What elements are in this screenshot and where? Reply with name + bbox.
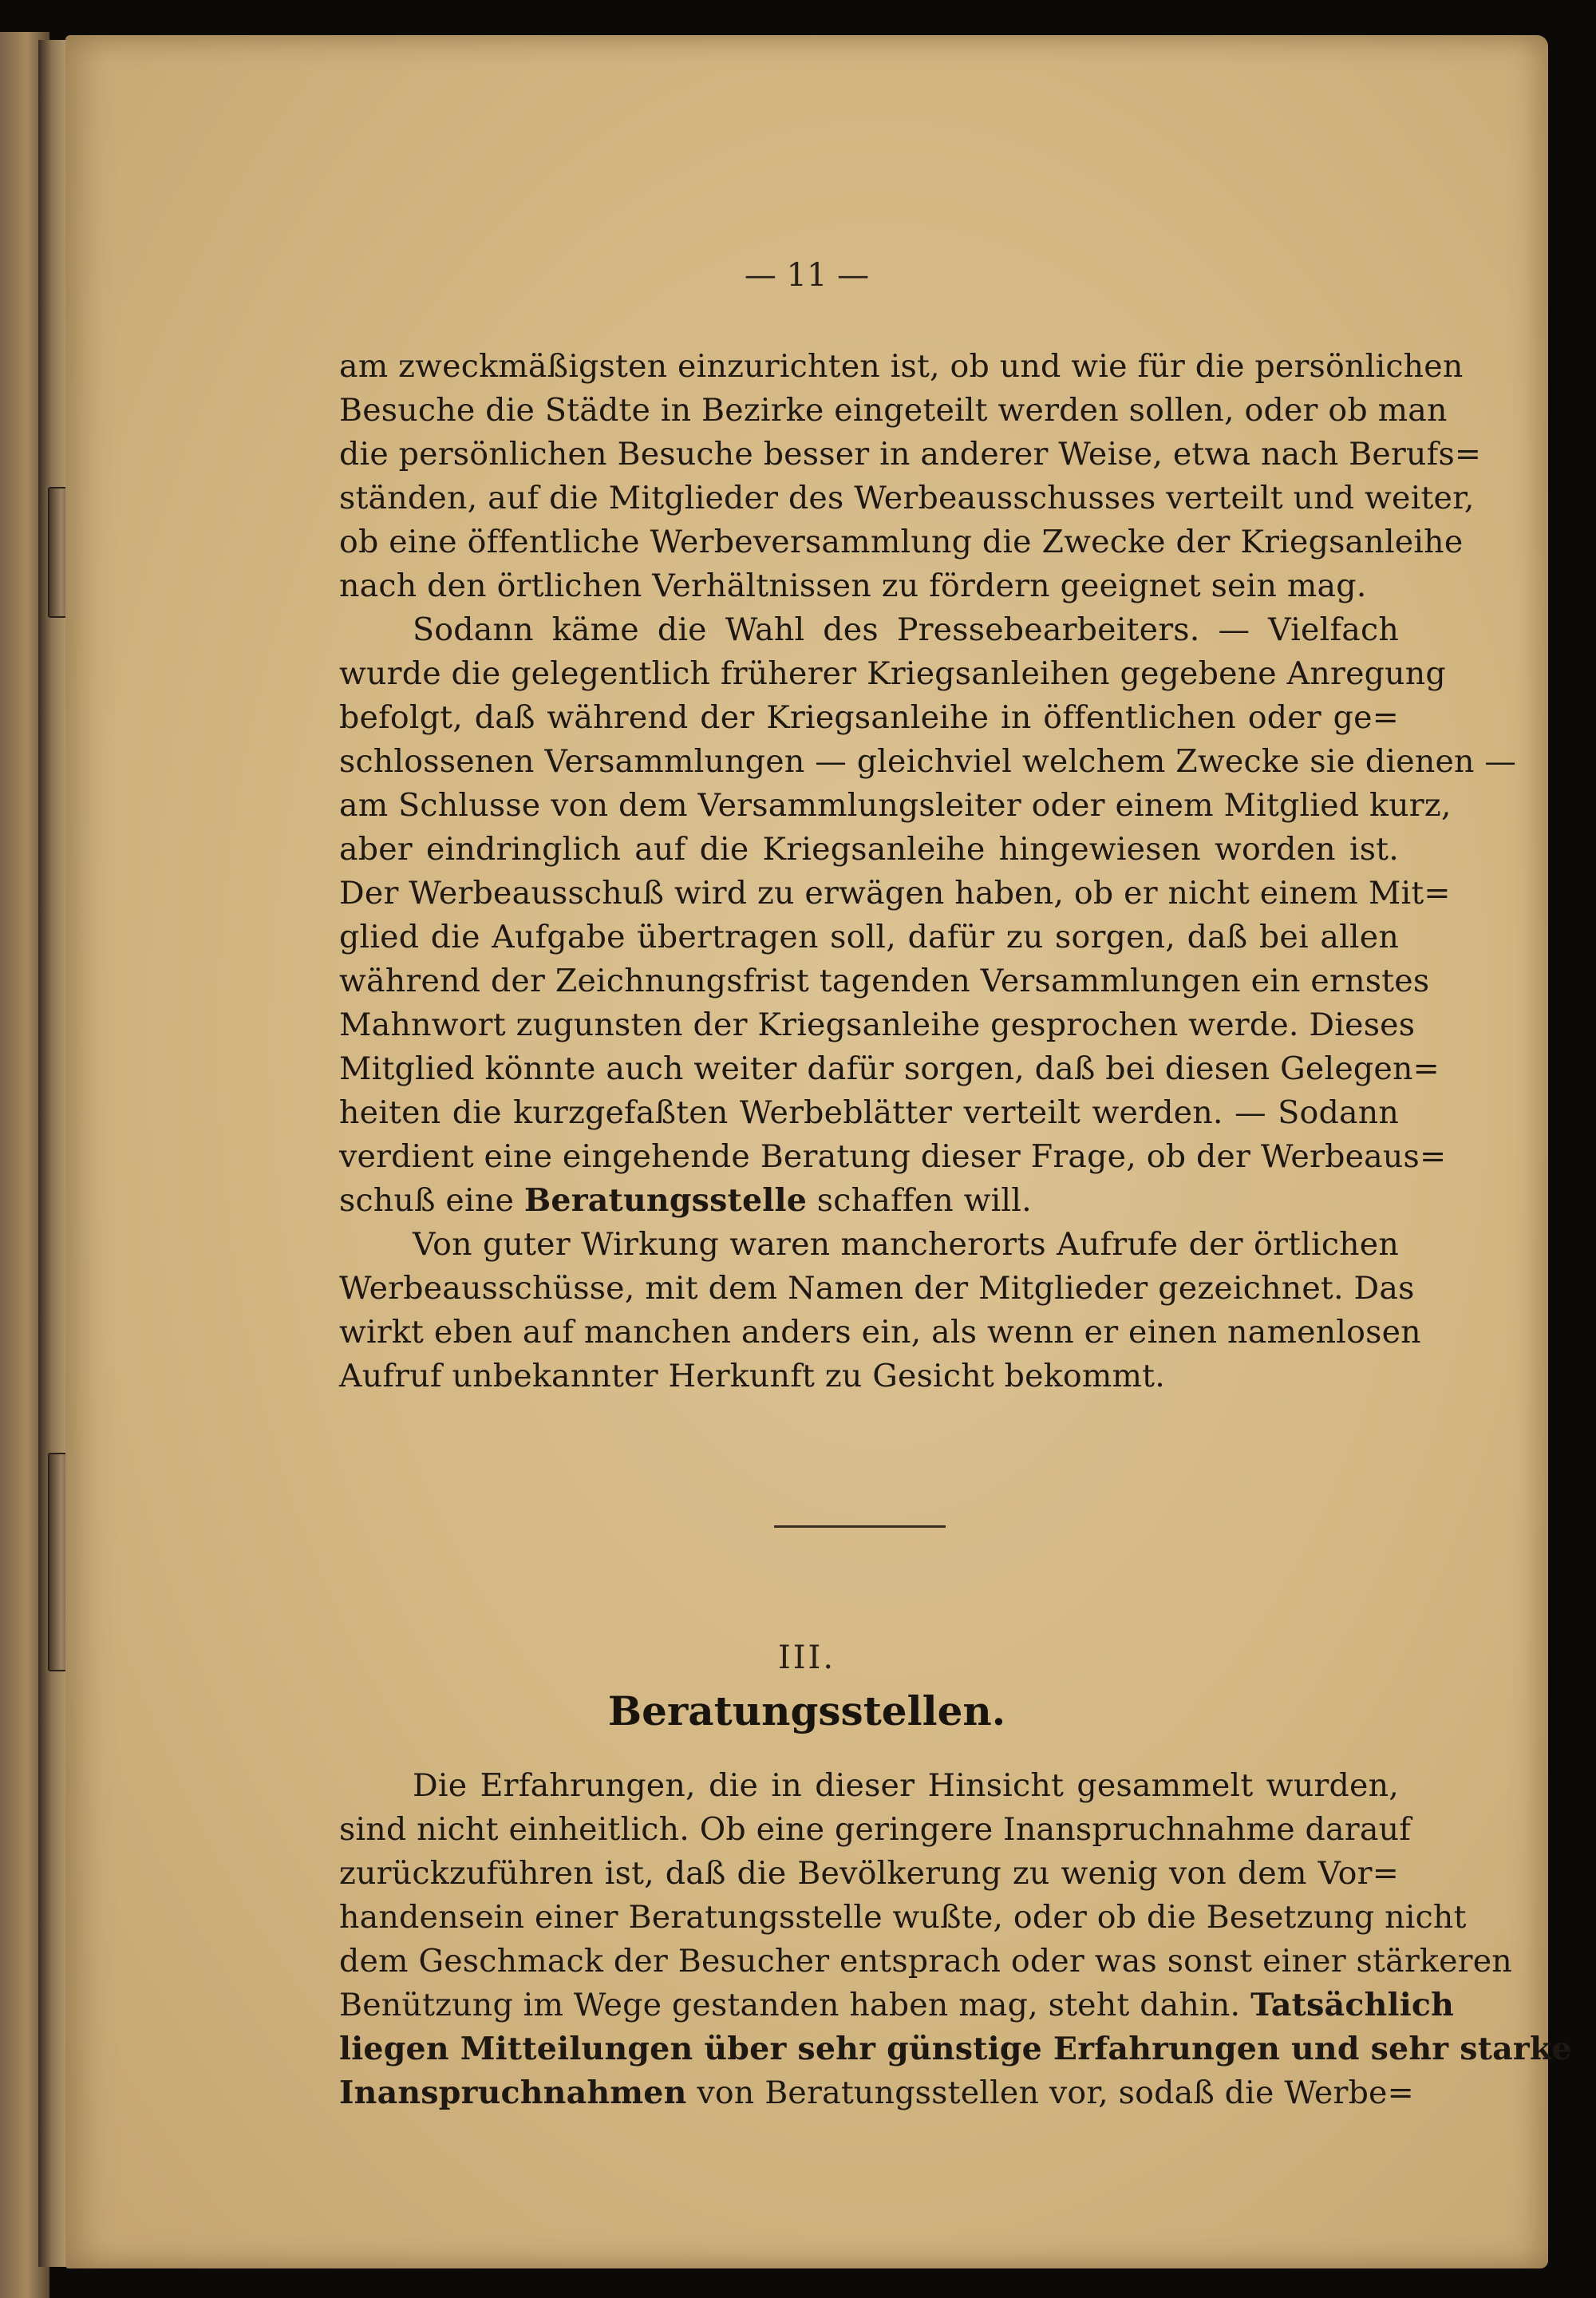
text-line: sind nicht einheitlich. Ob eine geringere Inanspruchnahme darauf (339, 1811, 1412, 1848)
text-line: Sodann käme die Wahl des Pressebearbeiters. — Vielfach (413, 611, 1399, 648)
text-line: ständen, auf die Mitglieder des Werbeausschusses verteilt und weiter, (339, 480, 1475, 516)
booklet-spine (38, 40, 69, 2267)
text-line: zurückzuführen ist, daß die Bevölkerung zu wenig von dem Vor= (339, 1855, 1399, 1892)
text-line: befolgt, daß während der Kriegsanleihe in öffentlichen oder ge= (339, 699, 1399, 736)
text-line: heiten die kurzgefaßten Werbeblätter verteilt werden. — Sodann (339, 1094, 1399, 1131)
emphasized-term: Tatsächlich (1250, 1987, 1455, 2023)
book-page (65, 35, 1572, 2268)
text-line: ob eine öffentliche Werbeversammlung die Zwecke der Kriegsanleihe (339, 524, 1464, 560)
text-line: Besuche die Städte in Bezirke eingeteilt werden sollen, oder ob man (339, 392, 1448, 429)
text-line: Der Werbeausschuß wird zu erwägen haben, ob er nicht einem Mit= (339, 875, 1451, 912)
text-line (339, 1984, 1455, 2027)
text-run: schuß eine (339, 1182, 515, 1219)
text-run: von Beratungsstellen vor, sodaß die Werbe= (697, 2075, 1414, 2111)
text-line: am zweckmäßigsten einzurichten ist, ob und wie für die persönlichen (339, 348, 1464, 385)
text-line: nach den örtlichen Verhältnissen zu fördern geeignet sein mag. (339, 568, 1367, 604)
emphasized-term: Inanspruchnahmen (339, 2075, 687, 2111)
section-heading: Beratungsstellen. (607, 1687, 1006, 1734)
text-line: schlossenen Versammlungen — gleichviel welchem Zwecke sie dienen — (339, 743, 1517, 780)
text-line: wirkt eben auf manchen anders ein, als wenn er einen namenlosen (339, 1314, 1421, 1351)
text-line (339, 1179, 1399, 1223)
text-run: Benützung im Wege gestanden haben mag, steht dahin. (339, 1987, 1241, 2023)
text-block-bottom (339, 1764, 1572, 2115)
text-line: wurde die gelegentlich früherer Kriegsanleihen gegebene Anregung (339, 655, 1446, 692)
emphasized-line: liegen Mitteilungen über sehr günstige Erfahrungen und sehr starke (339, 2031, 1572, 2067)
text-line: Werbeausschüsse, mit dem Namen der Mitglieder gezeichnet. Das (339, 1270, 1415, 1307)
text-line: glied die Aufgabe übertragen soll, dafür zu sorgen, daß bei allen (339, 919, 1399, 955)
text-line: Mitglied könnte auch weiter dafür sorgen, daß bei diesen Gelegen= (339, 1050, 1440, 1087)
text-line: Mahnwort zugunsten der Kriegsanleihe gesprochen werde. Dieses (339, 1007, 1416, 1043)
section-number: III. (777, 1639, 836, 1676)
text-line: die persönlichen Besuche besser in anderer Weise, etwa nach Berufs= (339, 436, 1482, 473)
text-line: während der Zeichnungsfrist tagenden Versammlungen ein ernstes (339, 963, 1430, 999)
text-line: Von guter Wirkung waren mancherorts Aufrufe der örtlichen (413, 1226, 1399, 1263)
text-line: handensein einer Beratungsstelle wußte, oder ob die Besetzung nicht (339, 1899, 1467, 1936)
emphasized-term: Beratungsstelle (523, 1182, 808, 1219)
text-line: Aufruf unbekannter Herkunft zu Gesicht bekommt. (339, 1358, 1165, 1394)
text-line (339, 2071, 1414, 2115)
page-number: — 11 — (744, 257, 870, 294)
text-block-top (339, 345, 1517, 1398)
text-line: Die Erfahrungen, die in dieser Hinsicht gesammelt wurden, (413, 1767, 1399, 1804)
section-divider-rule (774, 1525, 946, 1528)
text-run: schaffen will. (816, 1182, 1032, 1219)
text-line: am Schlusse von dem Versammlungsleiter oder einem Mitglied kurz, (339, 787, 1452, 824)
text-line: aber eindringlich auf die Kriegsanleihe hingewiesen worden ist. (339, 831, 1399, 868)
text-line: verdient eine eingehende Beratung dieser Frage, ob der Werbeaus= (339, 1138, 1447, 1175)
text-line: dem Geschmack der Besucher entsprach oder was sonst einer stärkeren (339, 1943, 1512, 1980)
